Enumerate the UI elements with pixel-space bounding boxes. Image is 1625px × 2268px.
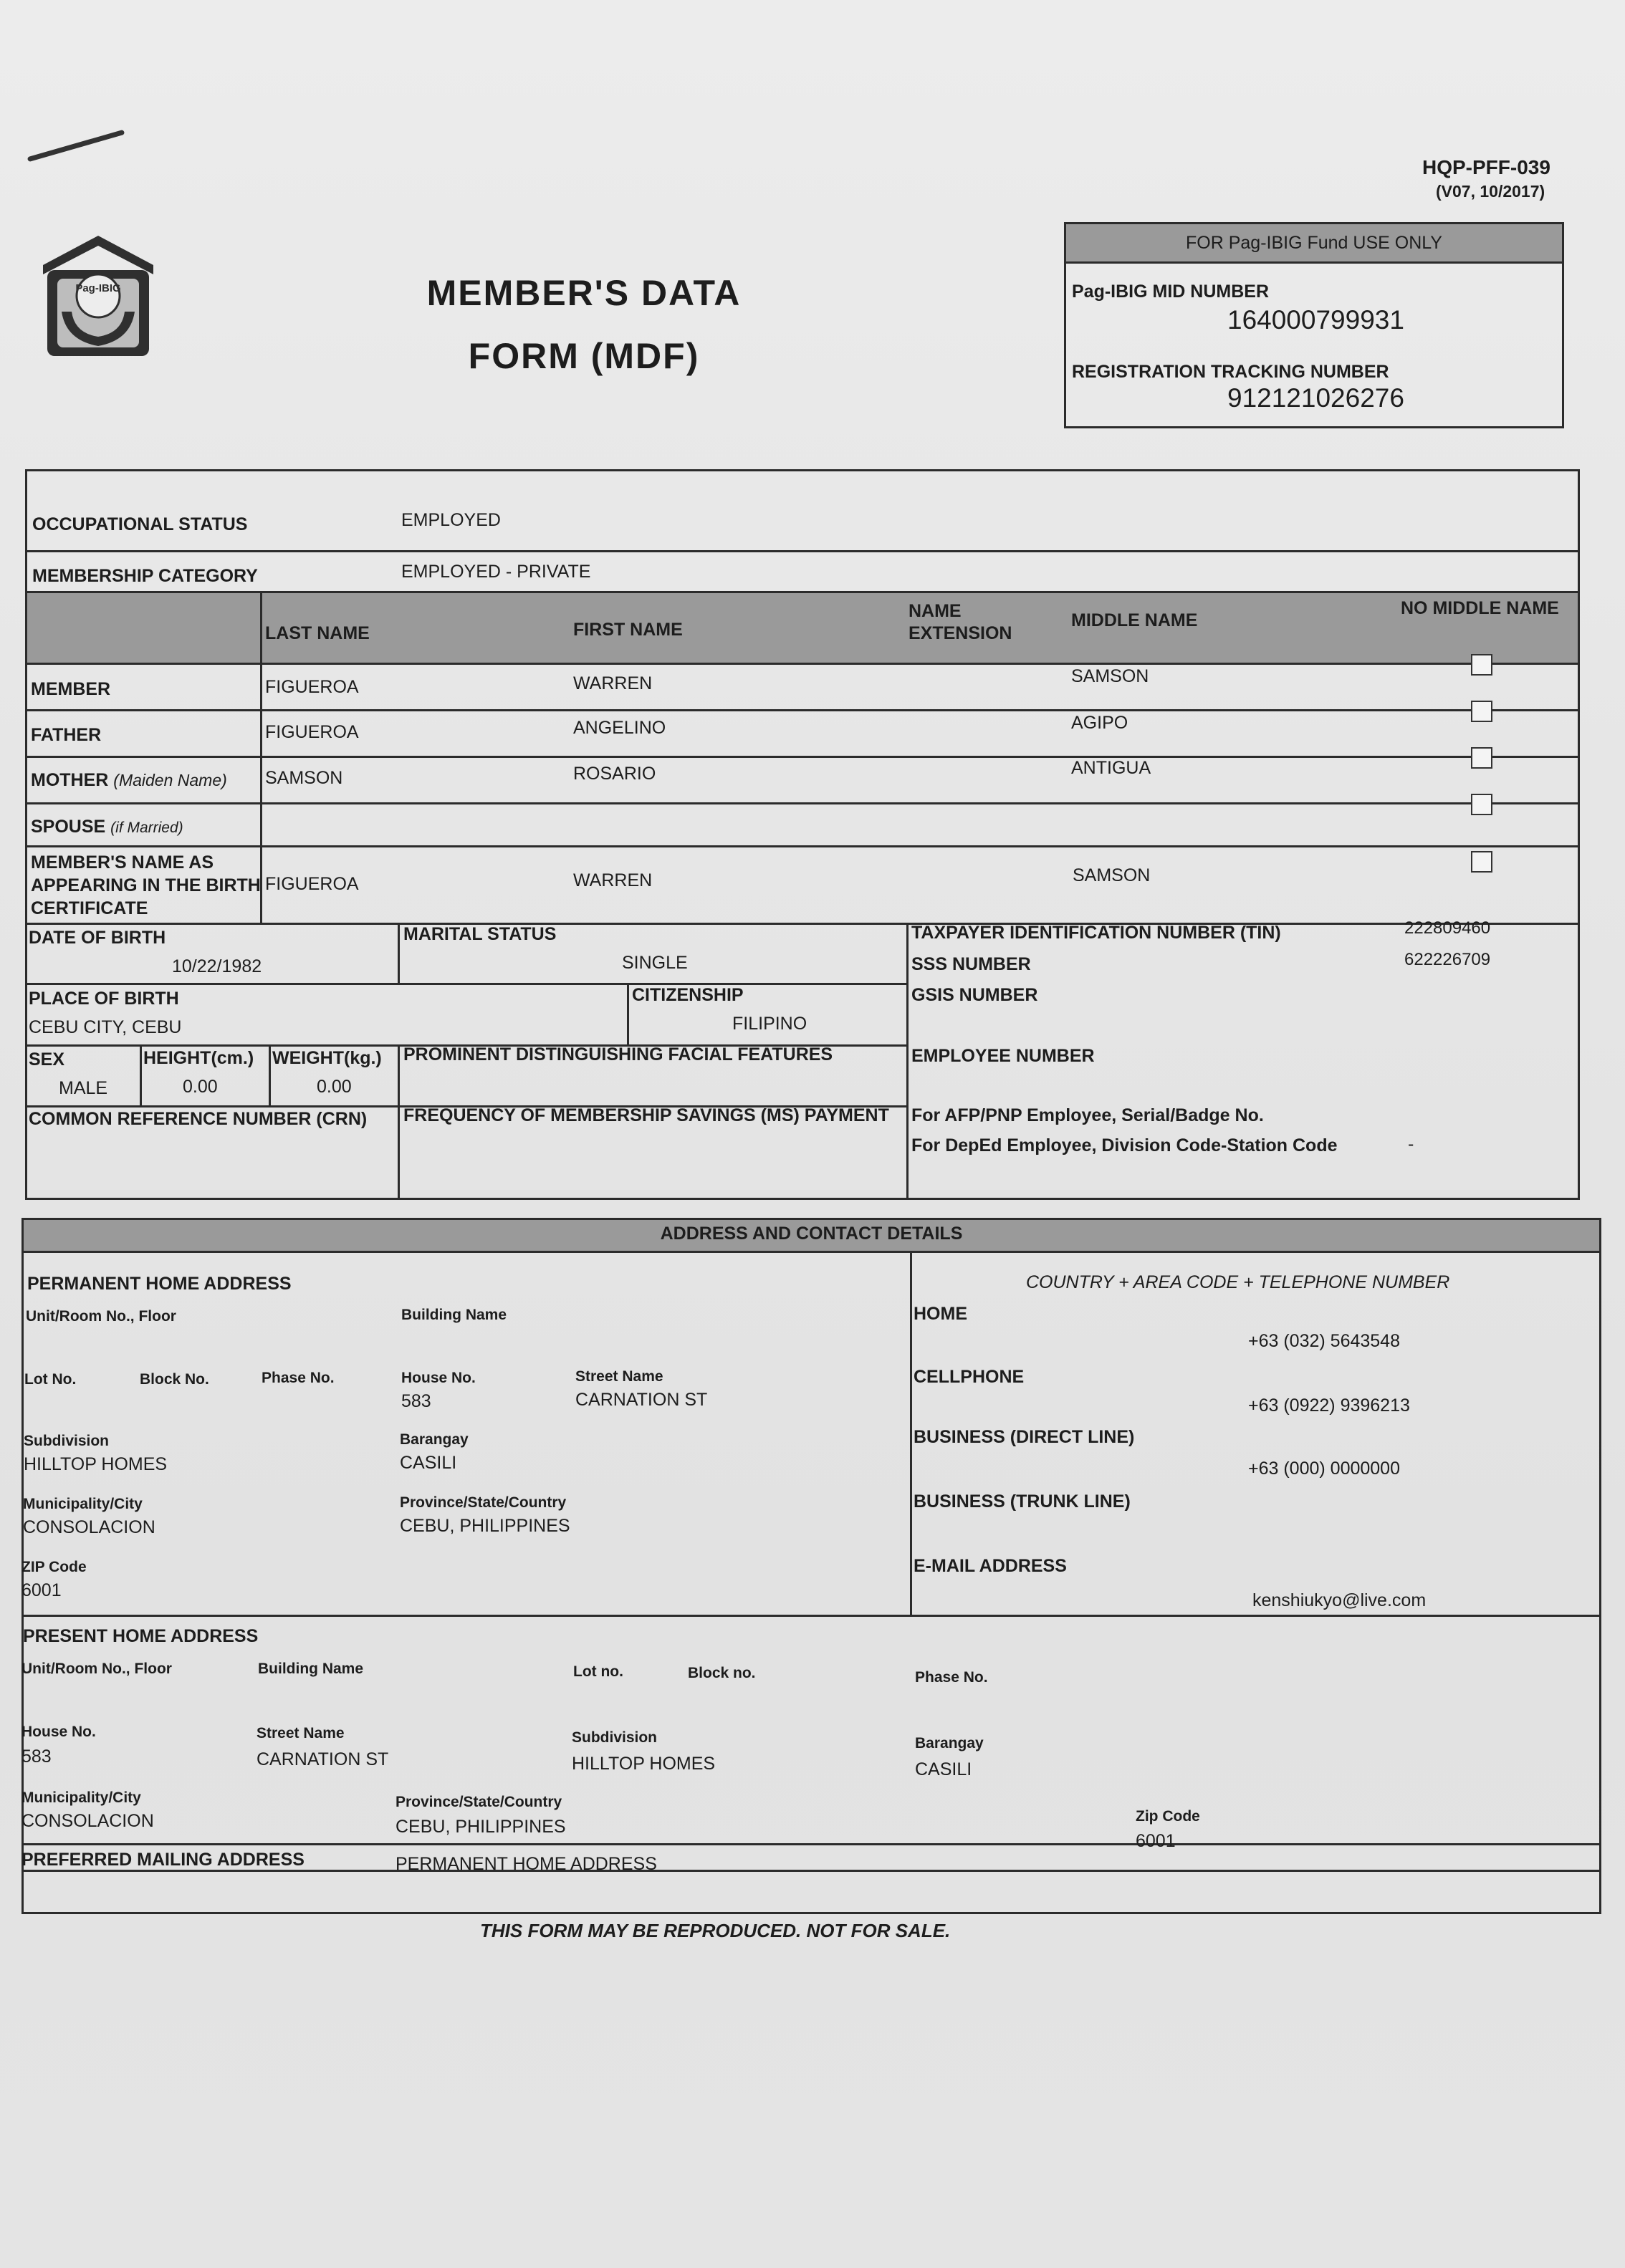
bc-label-1: MEMBER'S NAME AS — [31, 852, 214, 873]
page-title — [387, 261, 781, 388]
mailing-address-label: PREFERRED MAILING ADDRESS — [21, 1850, 305, 1870]
pres-house-label: House No. — [21, 1724, 96, 1740]
occupational-status-value: EMPLOYED — [401, 510, 501, 530]
pres-street-label: Street Name — [257, 1725, 345, 1741]
perm-house-label: House No. — [401, 1370, 476, 1386]
member-info-table — [25, 469, 1580, 1200]
name-extension-header — [909, 600, 1012, 645]
crn-label: COMMON REFERENCE NUMBER (CRN) — [29, 1109, 368, 1129]
mid-label: Pag-IBIG MID NUMBER — [1072, 282, 1269, 302]
mother-label — [31, 770, 227, 791]
dob-value: 10/22/1982 — [172, 956, 262, 976]
father-first-name: ANGELINO — [573, 718, 666, 738]
birth-cert-name-label — [31, 851, 261, 920]
perm-subdivision-label: Subdivision — [24, 1433, 110, 1449]
cellphone-label: CELLPHONE — [914, 1367, 1025, 1387]
bc-first-name: WARREN — [573, 870, 653, 890]
spouse-label-text: SPOUSE — [31, 817, 106, 837]
perm-zip-value: 6001 — [21, 1580, 62, 1600]
height-label: HEIGHT(cm.) — [143, 1048, 254, 1068]
employee-number-label: EMPLOYEE NUMBER — [911, 1046, 1095, 1066]
pen-mark — [27, 130, 125, 162]
title-line-2: FORM (MDF) — [468, 336, 700, 376]
pres-building-label: Building Name — [258, 1661, 364, 1677]
mother-middle-name: ANTIGUA — [1071, 758, 1151, 778]
ext-line-1: NAME — [909, 601, 962, 621]
email-label: E-MAIL ADDRESS — [914, 1556, 1067, 1576]
business-direct-value: +63 (000) 0000000 — [1248, 1459, 1400, 1479]
pres-phase-label: Phase No. — [915, 1669, 988, 1686]
cellphone-value: +63 (0922) 9396213 — [1248, 1395, 1410, 1416]
membership-category-value: EMPLOYED - PRIVATE — [401, 562, 591, 582]
citizenship-value: FILIPINO — [732, 1014, 807, 1034]
perm-province-label: Province/State/Country — [400, 1494, 567, 1511]
weight-value: 0.00 — [317, 1077, 352, 1097]
middle-name-header: MIDDLE NAME — [1071, 610, 1198, 630]
mid-value: 164000799931 — [1227, 305, 1404, 335]
logo-text: Pag-IBIG — [75, 282, 121, 294]
mother-last-name: SAMSON — [265, 768, 343, 788]
address-section-header: ADDRESS AND CONTACT DETAILS — [660, 1224, 963, 1244]
occupational-status-label: OCCUPATIONAL STATUS — [32, 514, 248, 534]
dob-label: DATE OF BIRTH — [29, 928, 166, 948]
sex-label: SEX — [29, 1049, 65, 1070]
perm-barangay-label: Barangay — [400, 1431, 469, 1448]
perm-city-value: CONSOLACION — [23, 1517, 155, 1537]
business-direct-label: BUSINESS (DIRECT LINE) — [914, 1427, 1135, 1447]
home-phone-label: HOME — [914, 1304, 967, 1324]
mother-label-text: MOTHER — [31, 770, 109, 790]
member-middle-name: SAMSON — [1071, 666, 1149, 686]
marital-value: SINGLE — [622, 953, 688, 973]
mailing-address-value: PERMANENT HOME ADDRESS — [396, 1854, 657, 1874]
spouse-no-middle-checkbox[interactable] — [1471, 794, 1492, 815]
pob-value: CEBU CITY, CEBU — [29, 1017, 182, 1037]
email-value: kenshiukyo@live.com — [1252, 1590, 1427, 1610]
perm-building-label: Building Name — [401, 1307, 507, 1323]
pres-lot-label: Lot no. — [573, 1663, 623, 1680]
perm-unit-label: Unit/Room No., Floor — [26, 1308, 176, 1325]
father-label: FATHER — [31, 725, 102, 745]
marital-label: MARITAL STATUS — [403, 924, 557, 944]
ms-payment-label: FREQUENCY OF MEMBERSHIP SAVINGS (MS) PAYMENT — [403, 1105, 889, 1125]
mother-first-name: ROSARIO — [573, 764, 656, 784]
fund-box-header: FOR Pag-IBIG Fund USE ONLY — [1186, 233, 1442, 253]
pob-label: PLACE OF BIRTH — [29, 989, 179, 1009]
member-first-name: WARREN — [573, 673, 653, 693]
height-value: 0.00 — [183, 1077, 218, 1097]
contact-header: COUNTRY + AREA CODE + TELEPHONE NUMBER — [1026, 1272, 1450, 1292]
weight-label: WEIGHT(kg.) — [272, 1048, 382, 1068]
member-no-middle-checkbox[interactable] — [1471, 654, 1492, 676]
pres-barangay-value: CASILI — [915, 1759, 972, 1779]
bc-last-name: FIGUEROA — [265, 874, 359, 894]
footer-note: THIS FORM MAY BE REPRODUCED. NOT FOR SALE. — [480, 1920, 951, 1941]
perm-zip-label: ZIP Code — [21, 1559, 87, 1575]
deped-value: - — [1408, 1134, 1414, 1154]
rtn-label: REGISTRATION TRACKING NUMBER — [1072, 362, 1389, 382]
member-last-name: FIGUEROA — [265, 677, 359, 697]
no-middle-name-header: NO MIDDLE NAME — [1401, 598, 1559, 618]
perm-block-label: Block No. — [140, 1371, 209, 1388]
citizenship-label: CITIZENSHIP — [632, 985, 744, 1005]
pres-barangay-label: Barangay — [915, 1735, 984, 1752]
perm-street-value: CARNATION ST — [575, 1390, 708, 1410]
pres-street-value: CARNATION ST — [257, 1749, 389, 1769]
address-table — [21, 1218, 1601, 1914]
permanent-address-title: PERMANENT HOME ADDRESS — [27, 1274, 292, 1294]
father-last-name: FIGUEROA — [265, 722, 359, 742]
pres-block-label: Block no. — [688, 1665, 756, 1681]
business-trunk-label: BUSINESS (TRUNK LINE) — [914, 1491, 1131, 1512]
pres-unit-label: Unit/Room No., Floor — [21, 1661, 172, 1677]
pres-subdivision-value: HILLTOP HOMES — [572, 1754, 716, 1774]
bc-middle-name: SAMSON — [1073, 865, 1151, 885]
perm-phase-label: Phase No. — [262, 1370, 335, 1386]
gsis-label: GSIS NUMBER — [911, 985, 1038, 1005]
pres-city-label: Municipality/City — [21, 1789, 141, 1806]
bc-no-middle-checkbox[interactable] — [1471, 851, 1492, 873]
spouse-label-note: (if Married) — [110, 820, 183, 836]
rtn-value: 912121026276 — [1227, 383, 1404, 413]
ext-line-2: EXTENSION — [909, 623, 1012, 643]
pres-province-label: Province/State/Country — [396, 1794, 562, 1810]
pres-zip-label: Zip Code — [1136, 1808, 1200, 1825]
father-middle-name: AGIPO — [1071, 713, 1128, 733]
form-version: (V07, 10/2017) — [1436, 182, 1545, 201]
sex-value: MALE — [59, 1078, 108, 1098]
pres-city-value: CONSOLACION — [21, 1811, 154, 1831]
pres-subdivision-label: Subdivision — [572, 1729, 658, 1746]
home-phone-value: +63 (032) 5643548 — [1248, 1331, 1400, 1351]
perm-barangay-value: CASILI — [400, 1453, 457, 1473]
form-code: HQP-PFF-039 — [1422, 156, 1550, 178]
perm-province-value: CEBU, PHILIPPINES — [400, 1516, 570, 1536]
perm-lot-label: Lot No. — [24, 1371, 77, 1388]
last-name-header: LAST NAME — [265, 623, 370, 643]
facial-features-label: PROMINENT DISTINGUISHING FACIAL FEATURES — [403, 1044, 833, 1065]
sss-label: SSS NUMBER — [911, 954, 1031, 974]
pres-zip-value: 6001 — [1136, 1831, 1176, 1851]
tin-value: 222809460 — [1404, 918, 1491, 938]
perm-subdivision-value: HILLTOP HOMES — [24, 1454, 168, 1474]
fund-use-box — [1064, 222, 1564, 428]
pagibig-logo — [37, 233, 159, 362]
pres-house-value: 583 — [21, 1746, 52, 1767]
present-address-title: PRESENT HOME ADDRESS — [23, 1626, 259, 1646]
member-label: MEMBER — [31, 679, 111, 699]
perm-house-value: 583 — [401, 1391, 431, 1411]
afp-pnp-label: For AFP/PNP Employee, Serial/Badge No. — [911, 1105, 1264, 1125]
title-line-1: MEMBER'S DATA — [426, 273, 742, 313]
first-name-header: FIRST NAME — [573, 620, 683, 640]
pres-province-value: CEBU, PHILIPPINES — [396, 1817, 566, 1837]
membership-category-label: MEMBERSHIP CATEGORY — [32, 566, 258, 586]
spouse-label — [31, 817, 183, 837]
mother-label-note: (Maiden Name) — [113, 771, 227, 789]
sss-value: 622226709 — [1404, 950, 1491, 969]
mother-no-middle-checkbox[interactable] — [1471, 747, 1492, 769]
father-no-middle-checkbox[interactable] — [1471, 701, 1492, 722]
perm-city-label: Municipality/City — [23, 1496, 143, 1512]
deped-label: For DepEd Employee, Division Code-Station Code — [911, 1135, 1338, 1155]
bc-label-2: APPEARING IN THE BIRTH — [31, 875, 261, 895]
perm-street-label: Street Name — [575, 1368, 663, 1385]
tin-label: TAXPAYER IDENTIFICATION NUMBER (TIN) — [911, 923, 1281, 943]
bc-label-3: CERTIFICATE — [31, 898, 148, 918]
